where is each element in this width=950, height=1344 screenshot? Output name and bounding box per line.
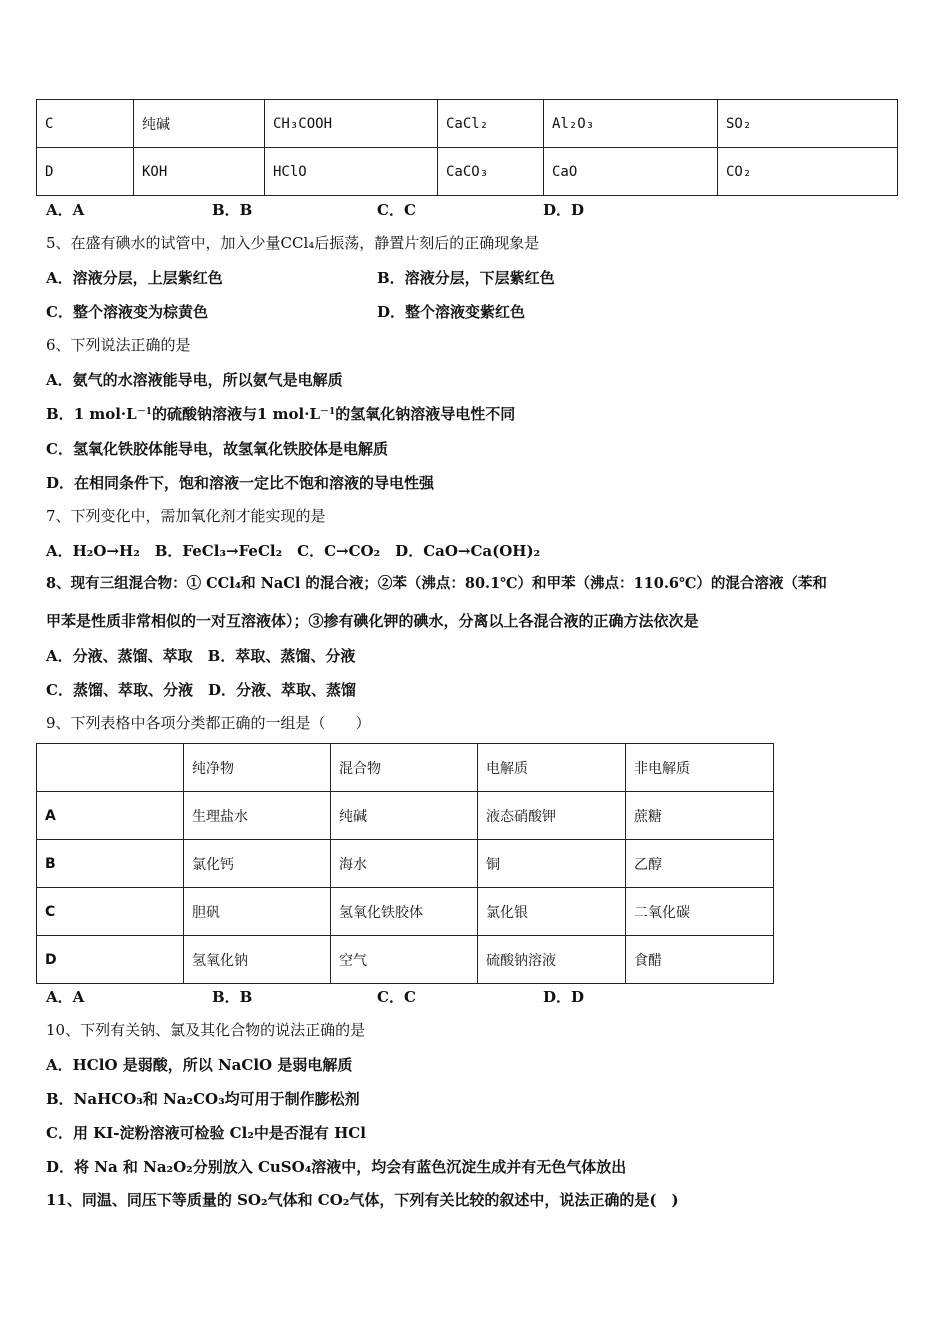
table-cell: B [37,840,184,888]
table-row [37,840,774,888]
q8-options-ab[interactable]: A．分液、蒸馏、萃取 B．萃取、蒸馏、分液 [46,647,356,665]
q6-option-d[interactable]: D．在相同条件下，饱和溶液一定比不饱和溶液的导电性强 [46,474,435,492]
table-cell: KOH [134,148,265,196]
table-cell: CO₂ [718,148,898,196]
table-row [37,148,898,196]
table-header-cell: 混合物 [331,744,478,792]
q4-option-c[interactable]: C．C [377,201,416,219]
q8-options-cd[interactable]: C．蒸馏、萃取、分液 D．分液、萃取、蒸馏 [46,681,356,699]
table-cell: 生理盐水 [184,792,331,840]
table-cell: 液态硝酸钾 [478,792,626,840]
q10-option-a[interactable]: A．HClO 是弱酸，所以 NaClO 是弱电解质 [46,1056,353,1074]
table-cell: CH₃COOH [265,100,438,148]
question-11-stem: 11、同温、同压下等质量的 SO₂气体和 CO₂气体，下列有关比较的叙述中，说法正确的是( ) [46,1191,679,1209]
q5-option-a[interactable]: A．溶液分层，上层紫红色 [46,269,223,287]
table-cell: 氯化银 [478,888,626,936]
q10-option-b[interactable]: B．NaHCO₃和 Na₂CO₃均可用于制作膨松剂 [46,1090,360,1108]
table-cell: D [37,148,134,196]
table-header-row [37,744,774,792]
table-cell: C [37,888,184,936]
q6-option-a[interactable]: A．氨气的水溶液能导电，所以氨气是电解质 [46,371,343,389]
table-cell: 二氧化碳 [626,888,774,936]
question-9-stem: 9、下列表格中各项分类都正确的一组是（ ） [46,714,371,732]
table-cell: Al₂O₃ [544,100,718,148]
table-header-cell: 非电解质 [626,744,774,792]
q6-b-superscript-1: －1 [136,407,152,417]
q9-option-a[interactable]: A．A [46,988,85,1006]
table-cell: 纯碱 [134,100,265,148]
q6-option-b[interactable] [46,403,515,424]
q6-option-b-label: B． [46,405,74,423]
table-cell: 胆矾 [184,888,331,936]
table-row [37,936,774,984]
q5-option-d[interactable]: D．整个溶液变紫红色 [377,303,526,321]
table-cell: A [37,792,184,840]
table-cell: 空气 [331,936,478,984]
q7-options[interactable]: A．H₂O→H₂ B．FeCl₃→FeCl₂ C．C→CO₂ D．CaO→Ca(OH)₂ [46,542,541,560]
table-header-cell [37,744,184,792]
table-cell: 纯碱 [331,792,478,840]
table-cell: 食醋 [626,936,774,984]
q6-b-text-1: 的硫酸钠溶液与 [151,405,257,423]
table-cell: 乙醇 [626,840,774,888]
q6-b-text-2: 的氢氧化钠溶液导电性不同 [335,405,516,423]
table-cell: 铜 [478,840,626,888]
q5-option-b[interactable]: B．溶液分层，下层紫红色 [377,269,555,287]
q6-option-c[interactable]: C．氢氧化铁胶体能导电，故氢氧化铁胶体是电解质 [46,440,388,458]
q9-option-d[interactable]: D．D [543,988,585,1006]
question-6-stem: 6、下列说法正确的是 [46,336,191,354]
table-cell: 蔗糖 [626,792,774,840]
table-cell: 氯化钙 [184,840,331,888]
q4-option-a[interactable]: A．A [46,201,85,219]
table-cell: CaO [544,148,718,196]
table-row [37,100,898,148]
q6-b-unit-1: 1 mol·L [73,405,137,423]
q9-option-b[interactable]: B．B [212,988,253,1006]
classification-table-top [36,99,898,196]
q10-option-c[interactable]: C．用 KI-淀粉溶液可检验 Cl₂中是否混有 HCl [46,1124,366,1142]
q6-b-superscript-2: －1 [320,407,336,417]
q9-option-c[interactable]: C．C [377,988,416,1006]
table-row [37,792,774,840]
table-cell: C [37,100,134,148]
table-row [37,888,774,936]
question-8-line-2: 甲苯是性质非常相似的一对互溶液体）；③掺有碘化钾的碘水，分离以上各混合液的正确方法依次是 [46,612,699,630]
table-cell: 氢氧化钠 [184,936,331,984]
q10-option-d[interactable]: D．将 Na 和 Na₂O₂分别放入 CuSO₄溶液中，均会有蓝色沉淀生成并有无色气体放出 [46,1158,627,1176]
question-10-stem: 10、下列有关钠、氯及其化合物的说法正确的是 [46,1021,366,1039]
table-cell: 氢氧化铁胶体 [331,888,478,936]
table-cell: CaCl₂ [438,100,544,148]
classification-table-q9 [36,743,774,984]
q6-b-unit-2: 1 mol·L [256,405,320,423]
table-cell: 海水 [331,840,478,888]
table-cell: CaCO₃ [438,148,544,196]
table-cell: SO₂ [718,100,898,148]
table-cell: HClO [265,148,438,196]
table-cell: D [37,936,184,984]
q4-option-b[interactable]: B．B [212,201,253,219]
table-header-cell: 电解质 [478,744,626,792]
question-8-line-1: 8、现有三组混合物：① CCl₄和 NaCl 的混合液；②苯（沸点：80.1℃）和甲苯（沸点：110.6℃）的混合溶液（苯和 [46,575,827,592]
question-7-stem: 7、下列变化中，需加氧化剂才能实现的是 [46,507,326,525]
table-header-cell: 纯净物 [184,744,331,792]
q5-option-c[interactable]: C．整个溶液变为棕黄色 [46,303,208,321]
table-cell: 硫酸钠溶液 [478,936,626,984]
q4-option-d[interactable]: D．D [543,201,585,219]
question-5-stem: 5、在盛有碘水的试管中，加入少量CCl₄后振荡，静置片刻后的正确现象是 [46,234,540,252]
